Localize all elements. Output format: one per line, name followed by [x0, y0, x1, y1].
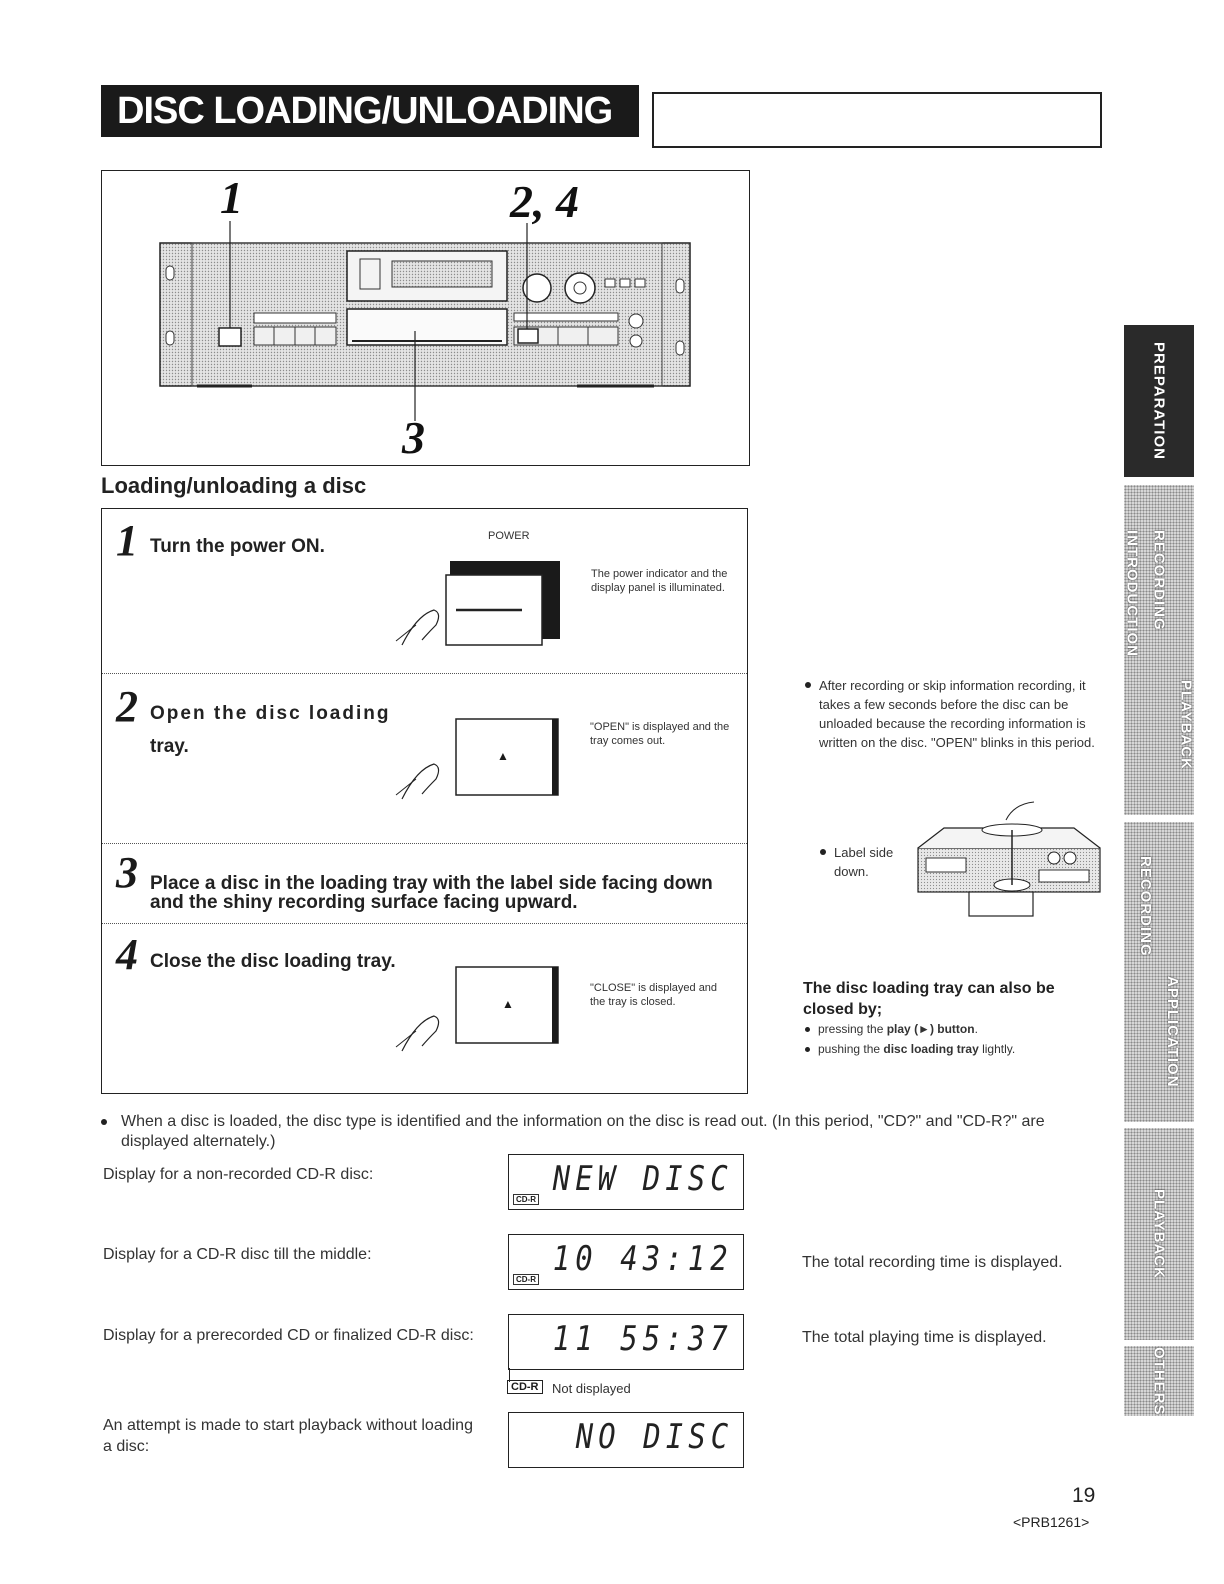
lcd-text-1: NEW DISC	[552, 1159, 733, 1199]
label-note	[820, 843, 910, 881]
tab-label: RECORDING	[1150, 530, 1168, 631]
callout-2-4: 2, 4	[510, 176, 579, 227]
bullet-icon	[805, 1047, 810, 1052]
step-2-number: 2	[116, 682, 138, 731]
step-4-number: 4	[116, 930, 138, 979]
display-label-3: Display for a prerecorded CD or finalized CD-R disc:	[103, 1327, 474, 1344]
tab-recording-application[interactable]	[1124, 822, 1194, 1122]
step-1-text: Turn the power ON.	[150, 536, 325, 557]
info-paragraph	[101, 1112, 1101, 1152]
step-2-text-line2: tray.	[150, 736, 189, 757]
callout-1: 1	[220, 172, 243, 223]
divider	[102, 673, 747, 674]
display-label-1: Display for a non-recorded CD-R disc:	[103, 1166, 374, 1183]
callout-3: 3	[402, 412, 425, 463]
tab-preparation[interactable]	[1124, 325, 1194, 477]
badge-not-displayed-note: Not displayed	[552, 1381, 631, 1396]
open-tray-illustration	[372, 709, 572, 819]
cd-recorder-illustration	[102, 171, 748, 464]
bullet-icon	[805, 1027, 810, 1032]
cdr-badge: CD-R	[507, 1380, 543, 1394]
display-label-4: An attempt is made to start playback without loading a disc:	[103, 1417, 473, 1455]
device-figure	[101, 170, 750, 466]
close-tray-illustration	[372, 959, 572, 1069]
lcd-display-1	[508, 1154, 744, 1210]
closing-heading: The disc loading tray can also be closed by;	[803, 980, 1055, 1018]
step-4-text: Close the disc loading tray.	[150, 951, 396, 972]
tab-playback[interactable]	[1124, 1128, 1194, 1340]
page-title: DISC LOADING/UNLOADING	[101, 85, 639, 137]
disc-loading-illustration	[914, 800, 1104, 920]
lcd-text-4: NO DISC	[575, 1417, 733, 1457]
title-empty-box	[652, 92, 1102, 148]
step-3-number: 3	[116, 848, 138, 897]
tab-label: PREPARATION	[1150, 342, 1168, 460]
lcd-display-2	[508, 1234, 744, 1290]
step-1-note: The power indicator and the display panel is illuminated.	[591, 568, 728, 594]
divider	[102, 843, 747, 844]
closing-item-1-bold: play (►) button	[886, 1022, 975, 1036]
lcd-display-3	[508, 1314, 744, 1370]
side-note	[805, 676, 1103, 752]
document-code: <PRB1261>	[1013, 1514, 1090, 1530]
step-3-text-line2: and the shiny recording surface facing upward.	[150, 892, 578, 913]
power-button-illustration	[372, 555, 572, 675]
lcd-text-2: 10 43:12	[552, 1239, 733, 1279]
side-note-text: After recording or skip information recording, it takes a few seconds before the disc can be unloaded because the recording information is written on the disc. "OPEN" blinks in this period.	[819, 678, 1095, 750]
bullet-icon	[820, 849, 826, 855]
tab-recording-introduction[interactable]	[1124, 485, 1194, 815]
cdr-badge: CD-R	[513, 1194, 539, 1205]
step-3-text-line1: Place a disc in the loading tray with the label side facing down	[150, 873, 713, 894]
info-text: When a disc is loaded, the disc type is identified and the information on the disc is read out. (In this period, "CD?" and "CD-R?" are displayed alternately.)	[121, 1113, 1045, 1150]
step-1-number: 1	[116, 516, 138, 565]
tab-label: APPLICATION	[1164, 976, 1181, 1088]
power-label: POWER	[488, 530, 530, 542]
closing-item-1-prefix: pressing the	[818, 1022, 887, 1036]
tab-label: INTRODUCTION	[1123, 530, 1141, 658]
bullet-icon	[101, 1119, 107, 1125]
steps-box	[101, 508, 748, 1094]
tab-label: OTHERS	[1150, 1346, 1168, 1416]
lcd-text-3: 11 55:37	[552, 1319, 733, 1359]
display-note-3: The total playing time is displayed.	[802, 1329, 1047, 1346]
eject-icon: ▲	[497, 749, 509, 763]
closing-item-1	[805, 1020, 1105, 1039]
closing-item-2	[805, 1040, 1105, 1059]
label-note-text: Label side down.	[834, 845, 894, 879]
closing-item-2-suffix: lightly.	[978, 1042, 1016, 1056]
closing-item-1-suffix: .	[974, 1022, 978, 1036]
page-number: 19	[1072, 1484, 1096, 1507]
cdr-badge: CD-R	[513, 1274, 539, 1285]
tab-others[interactable]	[1124, 1346, 1194, 1416]
display-label-2: Display for a CD-R disc till the middle:	[103, 1246, 372, 1263]
lcd-display-4	[508, 1412, 744, 1468]
tab-label: PLAYBACK	[1177, 680, 1195, 770]
display-note-2: The total recording time is displayed.	[802, 1254, 1063, 1271]
divider	[102, 923, 747, 924]
eject-icon: ▲	[502, 997, 514, 1011]
bullet-icon	[805, 682, 811, 688]
step-4-note: "CLOSE" is displayed and the tray is closed.	[590, 982, 718, 1008]
step-2-text-line1: Open the disc loading	[150, 703, 391, 724]
section-heading: Loading/unloading a disc	[101, 473, 367, 498]
tab-label: PLAYBACK	[1150, 1189, 1168, 1279]
tab-label: RECORDING	[1137, 856, 1154, 957]
closing-item-2-bold: disc loading tray	[883, 1042, 979, 1056]
step-2-note: "OPEN" is displayed and the tray comes out.	[590, 721, 730, 747]
closing-item-2-prefix: pushing the	[818, 1042, 884, 1056]
